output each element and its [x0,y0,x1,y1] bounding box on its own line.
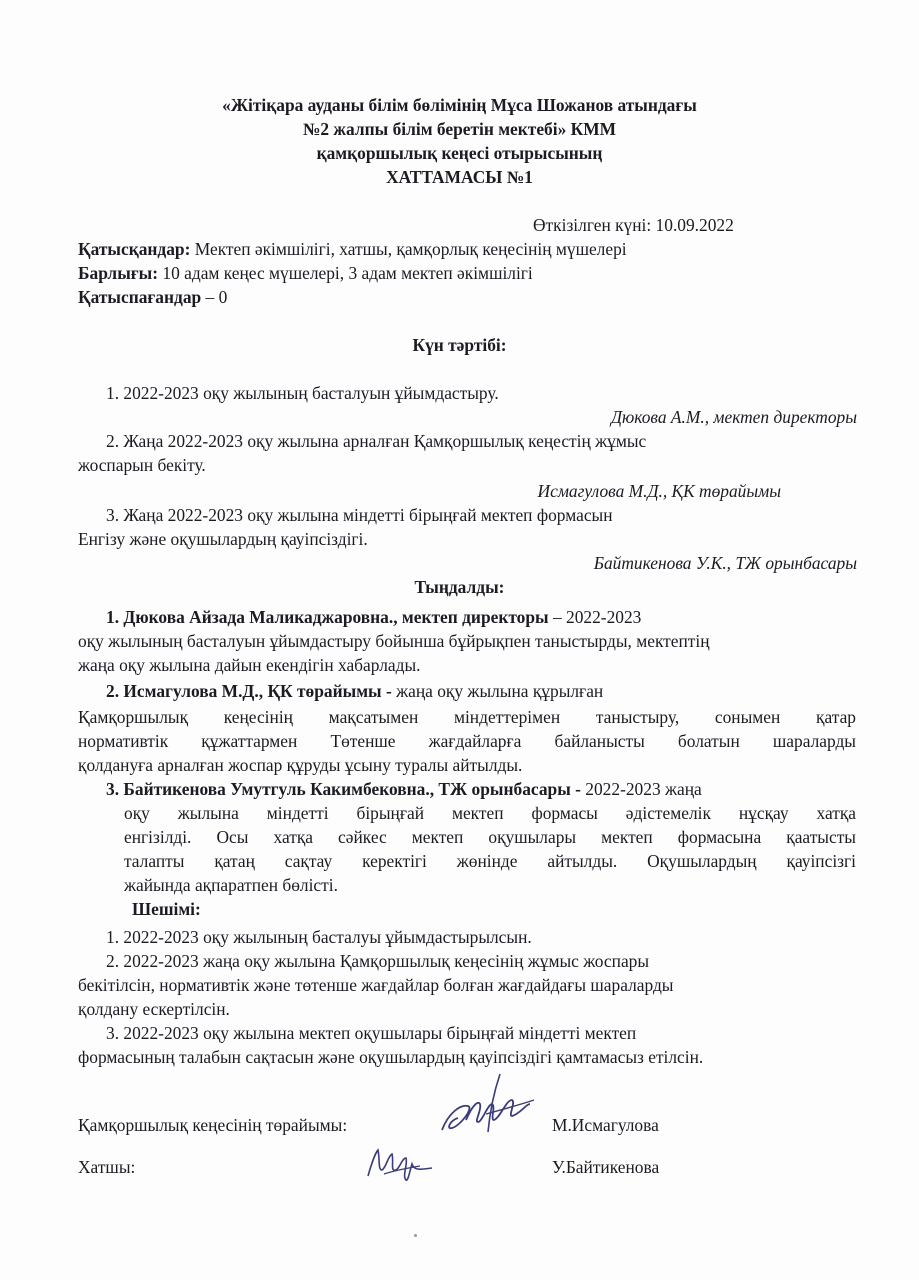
heard-item-2-name: 2. Исмагулова М.Д., ҚК төрайымы - [106,681,392,701]
heard-item-3-line-4: талапты қатаң сақтау керектігі жөнінде айтылды. Оқушылардың қауіпсізгі [124,851,856,871]
meeting-date: Өткізілген күні: 10.09.2022 [533,215,734,235]
decision-item-2-line-1: 2. 2022-2023 жаңа оқу жылына Қамқоршылық кеңесінің жұмыс жоспары [106,951,650,971]
decision-item-2-line-2: бекітілсін, нормативтік және төтенше жағдайлар болған жағдайдағы шараларды [78,975,674,995]
secretary-signature [362,1140,442,1186]
decision-item-3-line-1: 3. 2022-2023 оқу жылына мектеп оқушылары бірыңғай міндетті мектеп [106,1023,637,1043]
heard-item-3-line-1 [106,778,702,800]
heard-item-2-line-4: қолдануға арналған жоспар құруды ұсыну туралы айтылды. [78,755,523,775]
heard-item-1-line-2: оқу жылының басталуын ұйымдастыру бойынша бұйрықпен таныстырды, мектептің [78,631,710,651]
heard-item-1-name: 1. Дюкова Айзада Маликаджаровна., мектеп директоры [106,607,549,627]
heard-title: Тыңдалды: [414,577,505,597]
decision-title: Шешімі: [132,899,201,919]
header-line-2: №2 жалпы білім беретін мектебі» КММ [302,119,617,139]
header-line-3: қамқоршылық кеңесі отырысының [316,143,603,163]
heard-item-1-text: – 2022-2023 [548,607,642,627]
participants-line [78,238,627,260]
chair-signature [430,1070,550,1150]
absent-line [78,286,227,308]
agenda-item-2-line-2: жоспарын бекіту. [78,455,206,475]
heard-item-3-name: 3. Байтикенова Умутгуль Какимбековна., ТЖ орынбасары - [106,779,581,799]
heard-item-3-line-2: оқу жылына міндетті бірыңғай мектеп формасы әдістемелік нұсқау хатқа [124,803,856,823]
agenda-item-3-line-2: Енгізу және оқушылардың қауіпсіздігі. [78,529,368,549]
participants-label: Қатысқандар: [78,239,191,259]
secretary-name: У.Байтикенова [552,1157,660,1177]
heard-item-1-line-1 [106,606,641,628]
agenda-item-2-line-1: 2. Жаңа 2022-2023 оқу жылына арналған Қамқоршылық кеңестің жұмыс [106,431,647,451]
chair-label: Қамқоршылық кеңесінің төрайымы: [78,1115,348,1135]
scan-speck [414,1234,417,1237]
decision-item-2-line-3: қолдану ескертілсін. [78,999,230,1019]
agenda-item-1-responsible: Дюкова А.М., мектеп директоры [610,407,857,427]
absent-label: Қатыспағандар [78,287,202,307]
heard-item-3-line-5: жайында ақпаратпен бөлісті. [124,875,338,895]
heard-item-2-line-3: нормативтік құжаттармен Төтенше жағдайларға байланысты болатын шараларды [78,731,856,751]
heard-item-3-text: 2022-2023 жаңа [580,779,702,799]
absent-text: – 0 [201,287,228,307]
heard-item-2-line-2: Қамқоршылық кеңесінің мақсатымен міндеттерімен таныстыру, сонымен қатар [78,707,856,727]
agenda-item-3-responsible: Байтикенова У.К., ТЖ орынбасары [593,553,857,573]
heard-item-2-text: жаңа оқу жылына құрылған [391,681,604,701]
chair-name: М.Исмагулова [552,1115,659,1135]
heard-item-2-line-1 [106,680,603,702]
agenda-item-2-responsible: Исмагулова М.Д., ҚК төрайымы [537,481,781,501]
total-text: 10 адам кеңес мүшелері, 3 адам мектеп әкімшілігі [158,263,533,283]
decision-item-3-line-2: формасының талабын сақтасын және оқушылардың қауіпсіздігі қамтамасыз етілсін. [78,1047,704,1067]
secretary-label: Хатшы: [78,1157,136,1177]
agenda-title: Күн тәртібі: [412,335,507,355]
document-title: ХАТТАМАСЫ №1 [386,167,533,187]
total-line [78,262,533,284]
participants-text: Мектеп әкімшілігі, хатшы, қамқорлық кеңесінің мүшелері [190,239,627,259]
agenda-item-3-line-1: 3. Жаңа 2022-2023 оқу жылына міндетті бірыңғай мектеп формасын [106,505,613,525]
header-line-1: «Жітіқара ауданы білім бөлімінің Мұса Шожанов атындағы [222,95,697,115]
total-label: Барлығы: [78,263,159,283]
decision-item-1: 1. 2022-2023 оқу жылының басталуы ұйымдастырылсын. [106,927,532,947]
heard-item-1-line-3: жаңа оқу жылына дайын екендігін хабарлады. [78,655,421,675]
heard-item-3-line-3: енгізілді. Осы хатқа сәйкес мектеп оқушылары мектеп формасына қаатысты [124,827,856,847]
agenda-item-1: 1. 2022-2023 оқу жылының басталуын ұйымдастыру. [106,383,499,403]
